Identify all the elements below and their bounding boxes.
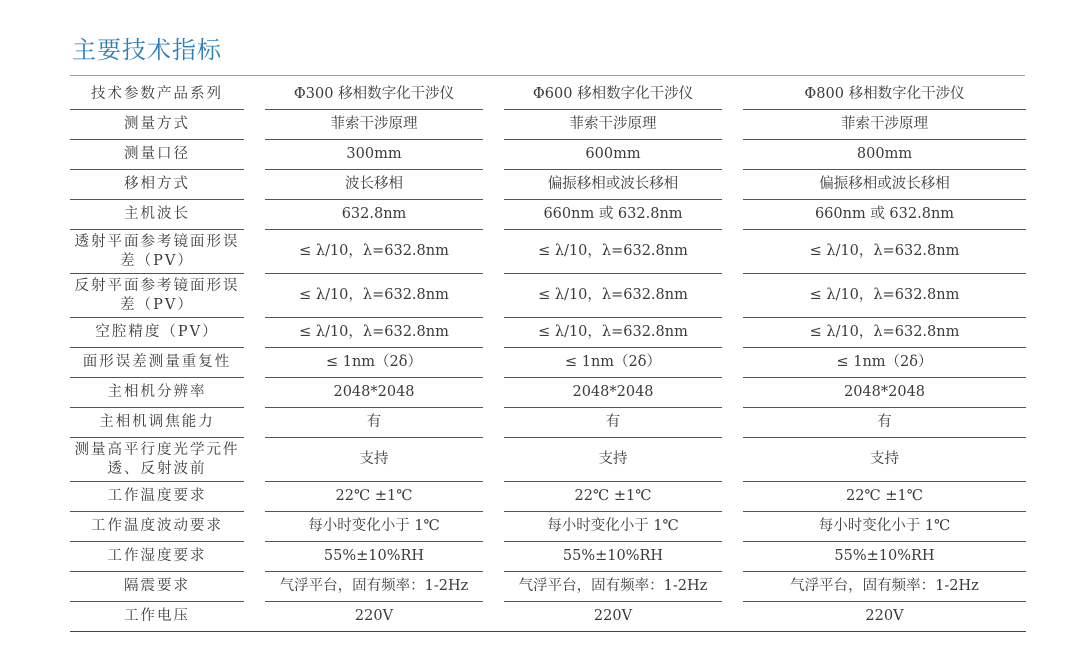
header-cell: Φ800 移相数字化干涉仪 xyxy=(743,80,1026,110)
value-cell: ≤ λ/10，λ=632.8nm xyxy=(265,230,483,274)
value-cell: 300mm xyxy=(265,140,483,170)
value-cell: 220V xyxy=(743,602,1026,632)
row-label-cell: 反射平面参考镜面形误差（PV） xyxy=(70,274,244,318)
value-cell: 2048*2048 xyxy=(265,378,483,408)
column-gap xyxy=(722,80,743,110)
column-gap xyxy=(722,348,743,378)
value-cell: 2048*2048 xyxy=(504,378,722,408)
value-cell: 22℃ ±1℃ xyxy=(504,482,722,512)
table-row xyxy=(70,438,1026,482)
value-cell: 偏振移相或波长移相 xyxy=(504,170,722,200)
column-gap xyxy=(244,408,265,438)
value-cell: 支持 xyxy=(265,438,483,482)
column-gap xyxy=(244,378,265,408)
value-cell: ≤ λ/10，λ=632.8nm xyxy=(265,318,483,348)
column-gap xyxy=(244,80,265,110)
column-gap xyxy=(722,408,743,438)
column-gap xyxy=(483,230,504,274)
value-cell: ≤ λ/10，λ=632.8nm xyxy=(743,230,1026,274)
value-cell: 55%±10%RH xyxy=(743,542,1026,572)
column-gap xyxy=(483,318,504,348)
row-label-cell: 测量口径 xyxy=(70,140,244,170)
table-row xyxy=(70,482,1026,512)
row-label-cell: 工作温度波动要求 xyxy=(70,512,244,542)
column-gap xyxy=(722,512,743,542)
row-label-cell: 主相机分辨率 xyxy=(70,378,244,408)
value-cell: 55%±10%RH xyxy=(265,542,483,572)
value-cell: 660nm 或 632.8nm xyxy=(504,200,722,230)
value-cell: 支持 xyxy=(743,438,1026,482)
value-cell: 660nm 或 632.8nm xyxy=(743,200,1026,230)
row-label-cell: 隔震要求 xyxy=(70,572,244,602)
value-cell: ≤ λ/10，λ=632.8nm xyxy=(743,318,1026,348)
value-cell: ≤ λ/10，λ=632.8nm xyxy=(743,274,1026,318)
column-gap xyxy=(244,110,265,140)
value-cell: 有 xyxy=(265,408,483,438)
table-row xyxy=(70,512,1026,542)
value-cell: 菲索干涉原理 xyxy=(743,110,1026,140)
table-row xyxy=(70,408,1026,438)
column-gap xyxy=(722,438,743,482)
table-row xyxy=(70,378,1026,408)
column-gap xyxy=(483,170,504,200)
column-gap xyxy=(244,170,265,200)
value-cell: 55%±10%RH xyxy=(504,542,722,572)
row-label-cell: 主相机调焦能力 xyxy=(70,408,244,438)
value-cell: ≤ λ/10，λ=632.8nm xyxy=(265,274,483,318)
column-gap xyxy=(244,140,265,170)
value-cell: 220V xyxy=(265,602,483,632)
column-gap xyxy=(483,438,504,482)
column-gap xyxy=(483,200,504,230)
spec-table xyxy=(70,80,1026,632)
value-cell: 菲索干涉原理 xyxy=(504,110,722,140)
table-row xyxy=(70,542,1026,572)
spec-table-body xyxy=(70,80,1026,632)
table-row xyxy=(70,200,1026,230)
column-gap xyxy=(722,378,743,408)
column-gap xyxy=(483,378,504,408)
column-gap xyxy=(483,408,504,438)
value-cell: 有 xyxy=(743,408,1026,438)
value-cell: 气浮平台，固有频率：1-2Hz xyxy=(743,572,1026,602)
column-gap xyxy=(483,348,504,378)
column-gap xyxy=(483,110,504,140)
row-label-cell: 工作湿度要求 xyxy=(70,542,244,572)
table-row xyxy=(70,274,1026,318)
column-gap xyxy=(483,482,504,512)
value-cell: 每小时变化小于 1℃ xyxy=(504,512,722,542)
column-gap xyxy=(722,318,743,348)
value-cell: 220V xyxy=(504,602,722,632)
table-row xyxy=(70,348,1026,378)
table-row xyxy=(70,572,1026,602)
header-cell: Φ600 移相数字化干涉仪 xyxy=(504,80,722,110)
value-cell: 22℃ ±1℃ xyxy=(743,482,1026,512)
row-label-cell: 面形误差测量重复性 xyxy=(70,348,244,378)
value-cell: ≤ λ/10，λ=632.8nm xyxy=(504,318,722,348)
row-label-cell: 工作温度要求 xyxy=(70,482,244,512)
value-cell: ≤ 1nm（2δ） xyxy=(743,348,1026,378)
value-cell: ≤ 1nm（2δ） xyxy=(504,348,722,378)
column-gap xyxy=(483,542,504,572)
value-cell: 600mm xyxy=(504,140,722,170)
row-label-cell: 工作电压 xyxy=(70,602,244,632)
header-cell: 技术参数产品系列 xyxy=(70,80,244,110)
value-cell: 气浮平台，固有频率：1-2Hz xyxy=(265,572,483,602)
value-cell: 每小时变化小于 1℃ xyxy=(265,512,483,542)
row-label-cell: 主机波长 xyxy=(70,200,244,230)
column-gap xyxy=(244,348,265,378)
column-gap xyxy=(483,572,504,602)
row-label-cell: 测量高平行度光学元件透、反射波前 xyxy=(70,438,244,482)
table-row xyxy=(70,110,1026,140)
column-gap xyxy=(722,274,743,318)
value-cell: 2048*2048 xyxy=(743,378,1026,408)
value-cell: 菲索干涉原理 xyxy=(265,110,483,140)
column-gap xyxy=(244,438,265,482)
table-row xyxy=(70,140,1026,170)
table-row xyxy=(70,170,1026,200)
column-gap xyxy=(244,200,265,230)
column-gap xyxy=(244,230,265,274)
header-cell: Φ300 移相数字化干涉仪 xyxy=(265,80,483,110)
value-cell: 800mm xyxy=(743,140,1026,170)
column-gap xyxy=(722,482,743,512)
column-gap xyxy=(483,274,504,318)
column-gap xyxy=(483,140,504,170)
column-gap xyxy=(244,274,265,318)
column-gap xyxy=(244,602,265,632)
row-label-cell: 透射平面参考镜面形误差（PV） xyxy=(70,230,244,274)
row-label-cell: 测量方式 xyxy=(70,110,244,140)
value-cell: 气浮平台，固有频率：1-2Hz xyxy=(504,572,722,602)
column-gap xyxy=(483,512,504,542)
column-gap xyxy=(244,482,265,512)
value-cell: 每小时变化小于 1℃ xyxy=(743,512,1026,542)
value-cell: ≤ λ/10，λ=632.8nm xyxy=(504,274,722,318)
row-label-cell: 空腔精度（PV） xyxy=(70,318,244,348)
table-row xyxy=(70,230,1026,274)
column-gap xyxy=(483,602,504,632)
title-divider xyxy=(70,75,1025,76)
value-cell: 波长移相 xyxy=(265,170,483,200)
column-gap xyxy=(483,80,504,110)
value-cell: ≤ λ/10，λ=632.8nm xyxy=(504,230,722,274)
column-gap xyxy=(244,572,265,602)
value-cell: 有 xyxy=(504,408,722,438)
column-gap xyxy=(244,512,265,542)
column-gap xyxy=(722,230,743,274)
column-gap xyxy=(722,602,743,632)
table-row xyxy=(70,318,1026,348)
table-row xyxy=(70,602,1026,632)
column-gap xyxy=(722,542,743,572)
column-gap xyxy=(244,542,265,572)
column-gap xyxy=(722,140,743,170)
column-gap xyxy=(722,572,743,602)
value-cell: 632.8nm xyxy=(265,200,483,230)
column-gap xyxy=(722,170,743,200)
row-label-cell: 移相方式 xyxy=(70,170,244,200)
value-cell: 偏振移相或波长移相 xyxy=(743,170,1026,200)
value-cell: ≤ 1nm（2δ） xyxy=(265,348,483,378)
column-gap xyxy=(244,318,265,348)
value-cell: 支持 xyxy=(504,438,722,482)
column-gap xyxy=(722,110,743,140)
column-gap xyxy=(722,200,743,230)
page-title: 主要技术指标 xyxy=(72,36,222,64)
table-header-row xyxy=(70,80,1026,110)
value-cell: 22℃ ±1℃ xyxy=(265,482,483,512)
